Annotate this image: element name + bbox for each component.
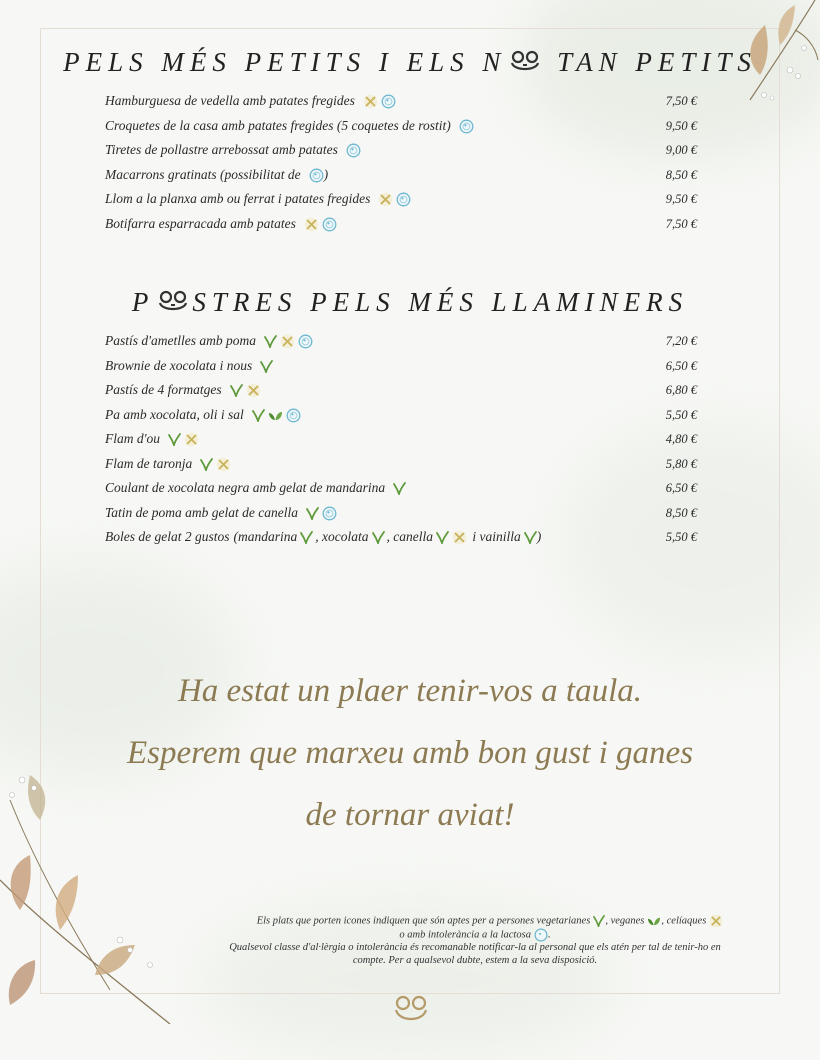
menu-item-price: 5,50 € xyxy=(665,530,697,544)
vegetarian-icon xyxy=(524,531,537,544)
menu-item xyxy=(105,329,697,354)
menu-item-price: 5,50 € xyxy=(665,407,697,422)
lactose-icon xyxy=(534,928,548,942)
text-fragment: i vainilla xyxy=(469,529,521,544)
menu-item-name: Pastís de 4 formatges xyxy=(105,382,222,397)
frog-logo-icon xyxy=(156,289,190,320)
menu-item xyxy=(105,427,697,452)
menu-item-price: 6,80 € xyxy=(665,383,697,397)
vegetarian-icon xyxy=(200,458,213,471)
lactose-icon xyxy=(322,217,337,232)
allergen-footnote xyxy=(195,914,785,967)
celiac-icon xyxy=(246,383,261,398)
menu-item xyxy=(105,187,697,212)
menu-item xyxy=(105,89,697,114)
closing-line: de tornar aviat! xyxy=(305,797,515,833)
lactose-icon xyxy=(309,168,324,183)
footnote-text: . xyxy=(547,929,551,941)
menu-item-price: 8,50 € xyxy=(665,167,697,182)
lactose-icon xyxy=(396,192,411,207)
menu-item-name: Pa amb xocolata, oli i sal xyxy=(105,406,244,422)
menu-item xyxy=(105,476,697,501)
menu-item-price: 6,50 € xyxy=(665,358,697,373)
menu-item-name: Llom a la planxa amb ou ferrat i patates fregides xyxy=(105,191,371,206)
menu-item-price: 7,50 € xyxy=(665,216,697,231)
celiac-icon xyxy=(216,457,231,472)
closing-line: Ha estat un plaer tenir-vos a taula. xyxy=(177,673,643,709)
text-fragment: (mandarina xyxy=(233,529,298,544)
celiac-icon xyxy=(378,192,393,207)
menu-item-name: Botifarra esparracada amb patates xyxy=(105,215,296,231)
desserts-section-title: P STRES PELS MÉS LLAMINERS xyxy=(0,287,820,320)
celiac-icon xyxy=(709,914,723,928)
vegetarian-icon xyxy=(230,384,243,397)
menu-item-price: 8,50 € xyxy=(665,505,697,520)
vegetarian-icon xyxy=(593,915,605,927)
celiac-icon xyxy=(304,217,319,232)
menu-item xyxy=(105,378,697,403)
lactose-icon xyxy=(322,506,337,521)
menu-item-price: 9,50 € xyxy=(665,118,697,133)
menu-item-name: Tiretes de pollastre arrebossat amb patates xyxy=(105,142,338,157)
menu-item xyxy=(105,501,697,526)
frog-logo-icon xyxy=(508,49,542,80)
vegetarian-icon xyxy=(168,433,181,446)
menu-item-name: Flam d'ou xyxy=(105,431,161,446)
text-fragment: , canella xyxy=(386,529,433,544)
celiac-icon xyxy=(452,530,467,545)
vegetarian-icon xyxy=(300,531,313,544)
lactose-icon xyxy=(459,119,474,134)
menu-item xyxy=(105,403,697,428)
footnote-line: compte. Per a qualsevol dubte, estem a la seva disposició. xyxy=(352,954,598,966)
menu-item-name: Coulant de xocolata negra amb gelat de mandarina xyxy=(105,480,386,495)
menu-item-name: Tatin de poma amb gelat de canella xyxy=(105,504,298,520)
frog-logo-icon xyxy=(391,992,431,1022)
menu-item-price: 4,80 € xyxy=(665,432,697,446)
vegetarian-icon xyxy=(372,531,385,544)
closing-line: Esperem que marxeu amb bon gust i ganes xyxy=(126,735,694,771)
vegan-icon xyxy=(268,409,283,422)
vegetarian-icon xyxy=(260,360,273,373)
menu-item-price: 5,80 € xyxy=(665,456,697,471)
text-fragment: , xocolata xyxy=(315,529,369,544)
vegetarian-icon xyxy=(393,482,406,495)
menu-item xyxy=(105,212,697,237)
menu-item xyxy=(105,138,697,163)
menu-item xyxy=(105,354,697,379)
menu-item-name: Croquetes de la casa amb patates fregides (5 coquetes de rostit) xyxy=(105,117,451,133)
text-fragment: ) xyxy=(323,166,329,182)
menu-item-price: 6,50 € xyxy=(665,481,697,495)
celiac-icon xyxy=(184,432,199,447)
lactose-icon xyxy=(286,408,301,423)
vegetarian-icon xyxy=(264,335,277,348)
footnote-text: Els plats que porten icones indiquen que són aptes per a persones vegetarianes xyxy=(256,915,591,927)
menu-item-name: Flam de taronja xyxy=(105,455,193,471)
closing-message xyxy=(60,660,760,846)
menu-item xyxy=(105,452,697,477)
footnote-text: o amb intolerància a la lactosa xyxy=(399,929,531,941)
lactose-icon xyxy=(346,143,361,158)
kids-section-title: PELS MÉS PETITS I ELS N TAN PETITS xyxy=(0,47,820,80)
menu-item-price: 9,50 € xyxy=(665,192,697,206)
menu-item-price: 7,50 € xyxy=(665,94,697,108)
menu-item-price: 7,20 € xyxy=(665,334,697,348)
menu-item-name: Macarrons gratinats (possibilitat de xyxy=(105,166,301,182)
celiac-icon xyxy=(280,334,295,349)
footnote-line: Qualsevol classe d'al·lèrgia o intolerància és recomanable notificar-la al personal que els atén per tal de tenir-ho en xyxy=(229,942,721,953)
lactose-icon xyxy=(381,94,396,109)
menu-item xyxy=(105,163,697,188)
vegetarian-icon xyxy=(252,409,265,422)
desserts-menu-list xyxy=(105,329,697,550)
vegan-icon xyxy=(647,915,661,927)
lactose-icon xyxy=(298,334,313,349)
kids-menu-list xyxy=(105,89,697,236)
menu-item-name: Pastís d'ametlles amb poma xyxy=(105,333,257,348)
celiac-icon xyxy=(363,94,378,109)
menu-item xyxy=(105,114,697,139)
menu-item-name: Boles de gelat 2 gustos xyxy=(105,529,230,544)
menu-item xyxy=(105,525,697,550)
menu-item-name: Hamburguesa de vedella amb patates fregides xyxy=(105,93,355,108)
text-fragment: ) xyxy=(536,529,542,544)
vegetarian-icon xyxy=(436,531,449,544)
menu-item-name: Brownie de xocolata i nous xyxy=(105,357,253,373)
vegetarian-icon xyxy=(306,507,319,520)
footnote-text: , celíaques xyxy=(661,915,707,927)
menu-item-price: 9,00 € xyxy=(665,143,697,157)
footnote-text: , veganes xyxy=(605,915,645,927)
